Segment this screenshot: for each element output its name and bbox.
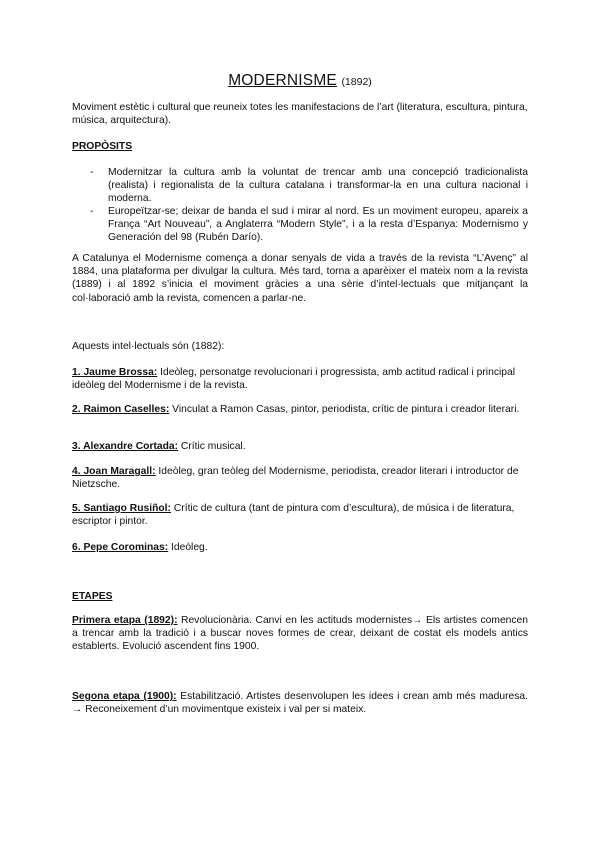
stage-description: Revolucionària. Canvi en les actituds modernistes→ Els artistes comencen a trencar amb la tradició i a buscar noves formes de crear, deixant de costat els models antics establerts. Evolució ascendent fins 1900.	[72, 615, 528, 653]
intro-paragraph: Moviment estètic i cultural que reuneix totes les manifestacions de l’art (literatura, escultura, pintura, música, arquitectura).	[72, 102, 528, 127]
person-name: 4. Joan Maragall:	[72, 466, 156, 477]
bullet-dash: -	[90, 206, 94, 217]
stage-description: Estabilització. Artistes desenvolupen les idees i crean amb més maduresa. → Reconeixement d’un movimentque existeix i val per si mateix.	[72, 691, 528, 716]
page-title	[72, 72, 528, 91]
person-description: Crític musical.	[178, 441, 246, 452]
list-item	[72, 465, 528, 491]
person-name: 3. Alexandre Cortada:	[72, 441, 179, 452]
person-description: Crític de cultura (tant de pintura com d’escultura), de música i de literatura, escriptor i pintor.	[72, 503, 515, 528]
list-item-text: Europeïtzar-se; deixar de banda el sud i mirar al nord. Es un moviment europeu, apareix a França “Art Nouveau”, a Anglaterra “Modern Style”, i a la resta d’Espanya: Modernismo y Generación del 98 (Rubén Darío).	[108, 206, 528, 244]
list-item	[72, 614, 528, 654]
person-description: Ideòleg, gran teòleg del Modernisme, periodista, creador literari i introductor de Nietzsche.	[72, 466, 519, 491]
person-name: 6. Pepe Corominas:	[72, 542, 169, 553]
list-item	[72, 502, 528, 528]
person-description: Ideòleg, personatge revolucionari i progressista, amb actitud radical i principal ideòleg del Modernisme i de la revista.	[72, 367, 516, 392]
bullet-dash: -	[90, 167, 94, 178]
person-description: Vinculat a Ramon Casas, pintor, periodista, crític de pintura i creador literari.	[169, 404, 520, 415]
stage-name: Primera etapa (1892):	[72, 615, 178, 626]
etapes-heading: ETAPES	[72, 591, 113, 602]
stage-name: Segona etapa (1900):	[72, 691, 177, 702]
proposits-heading: PROPÒSITS	[72, 141, 133, 152]
list-item	[72, 440, 528, 453]
person-description: Ideòleg.	[168, 542, 208, 553]
list-item	[72, 366, 528, 392]
person-name: 2. Raimon Caselles:	[72, 404, 170, 415]
avenc-paragraph: A Catalunya el Modernisme comença a donar senyals de vida a través de la revista “L’Avenç” al 1884, una plataforma per divulgar la cultura. Més tard, torna a aparèixer el mateix nom a la revista (1889) i al 1892 s’inicia el moviment gràcies a una sèrie d’intel·lectuals que mitjançant la col·laboració amb la revista, comencen a parlar-ne.	[72, 253, 528, 304]
title-year: (1892)	[341, 76, 372, 88]
intellectuals-intro: Aquests intel·lectuals són (1882):	[72, 341, 225, 352]
person-name: 1. Jaume Brossa:	[72, 367, 158, 378]
list-item	[72, 403, 528, 416]
person-name: 5. Santiago Rusiñol:	[72, 503, 171, 514]
list-item-text: Modernitzar la cultura amb la voluntat de trencar amb una concepció tradicionalista (realista) i regionalista de la cultura catalana i transformar-la en una cultura nacional i moderna.	[108, 167, 528, 205]
title-main: MODERNISME	[228, 72, 337, 89]
list-item	[72, 690, 528, 716]
list-item	[72, 541, 528, 554]
